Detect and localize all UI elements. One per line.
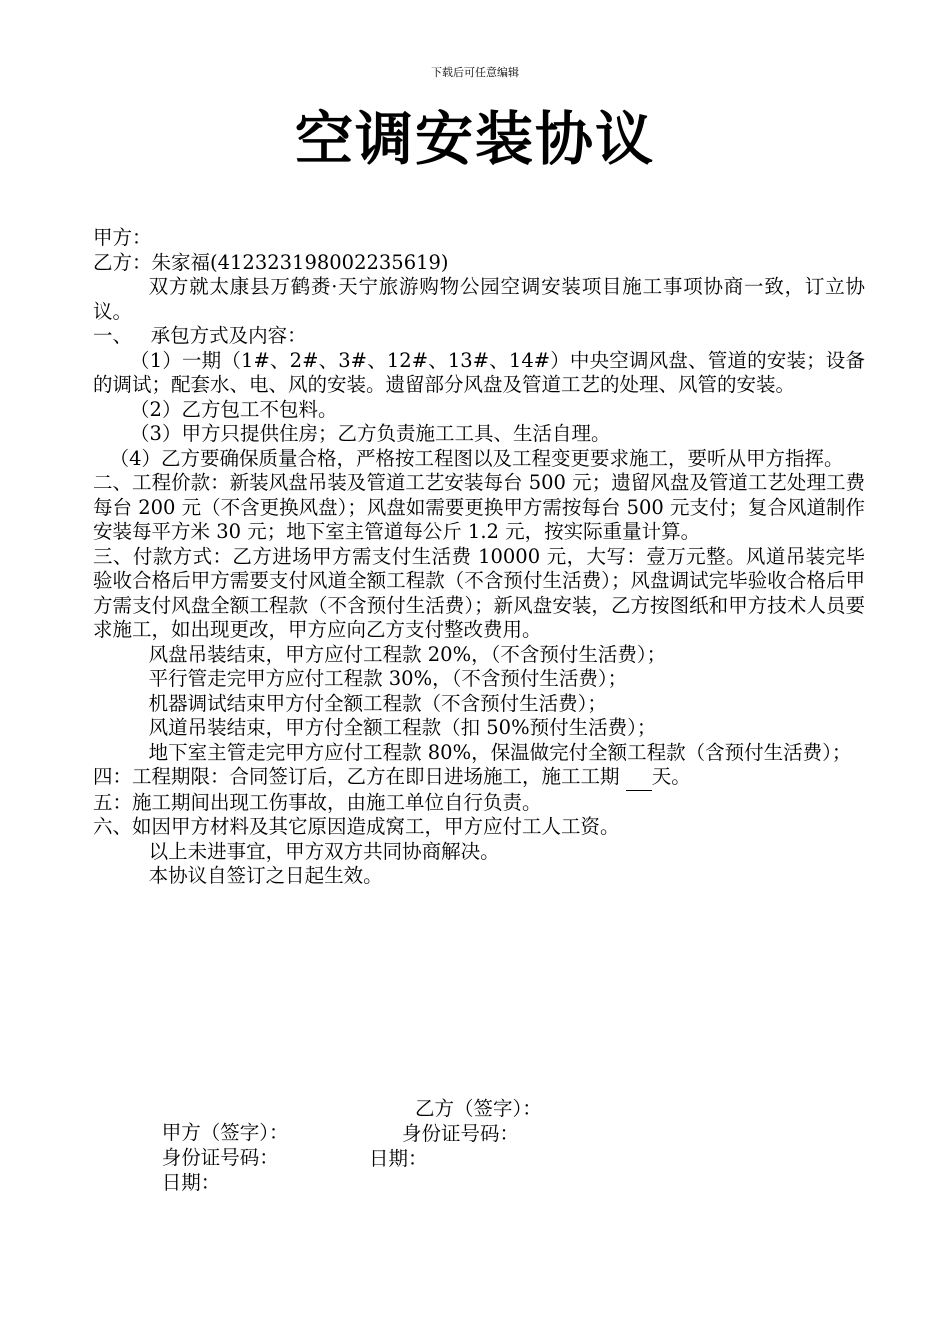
- party-a-signature-label: 甲方（签字）：: [161, 1121, 289, 1144]
- party-b-line: 乙方：朱家福(412323198002235619): [93, 250, 449, 274]
- intro-paragraph: 双方就太康县万鹤赉·天宁旅游购物公园空调安装项目施工事项协商一致，订立协议。: [93, 275, 865, 323]
- payment-item3: 机器调试结束甲方付全额工程款（不含预付生活费）；: [148, 691, 607, 715]
- party-a-date-label: 日期：: [161, 1171, 221, 1194]
- agreement-body: [93, 226, 865, 889]
- closing-line1: 以上未进事宜，甲方双方共同协商解决。: [148, 839, 500, 863]
- section4-text-post: 天。: [651, 765, 691, 788]
- section1-item2: （2）乙方包工不包料。: [130, 397, 338, 421]
- section2-paragraph: 二、工程价款：新装风盘吊装及管道工艺安装每台 500 元；遗留风盘及管道工艺处理工费每台 200 元（不含更换风盘）；风盘如需要更换甲方需按每台 500 元支付；复合风道制作安装每平方米 30 元；地下室主管道每公斤 1.2 元，按实际重量计算。: [93, 471, 865, 543]
- section1-item1: （1）一期（1#、2#、3#、12#、13#、14#）中央空调风盘、管道的安装；设备的调试；配套水、电、风的安装。遗留部分风盘及管道工艺的处理、风管的安装。: [93, 348, 865, 396]
- section3-paragraph: 三、付款方式：乙方进场甲方需支付生活费 10000 元，大写：壹万元整。风道吊装完毕验收合格后甲方需要支付风道全额工程款（不含预付生活费）；风盘调试完毕验收合格后甲方需支付风盘全额工程款（不含预付生活费）；新风盘安装，乙方按图纸和甲方技术人员要求施工，如出现更改，甲方应向乙方支付整改费用。: [93, 544, 865, 641]
- payment-item2: 平行管走完甲方应付工程款 30%，（不含预付生活费）；: [148, 667, 628, 690]
- party-b-id-label: 身份证号码：: [402, 1122, 520, 1145]
- document-title: 空调安装协议: [294, 105, 655, 173]
- section1-item3: （3）甲方只提供住房；乙方负责施工工具、生活自理。: [130, 422, 611, 445]
- closing-line2: 本协议自签订之日起生效。: [148, 864, 383, 887]
- header-note: 下载后可任意编辑: [431, 66, 519, 79]
- section1-item4: （4）乙方要确保质量合格，严格按工程图以及工程变更要求施工，要听从甲方指挥。: [109, 446, 844, 470]
- party-b-date-label: 日期：: [369, 1147, 428, 1170]
- payment-item5: 地下室主管走完甲方应付工程款 80%，保温做完付全额工程款（含预付生活费）；: [148, 740, 852, 764]
- section4-text-pre: 四：工程期限：合同签订后，乙方在即日进场施工，施工工期: [93, 765, 626, 788]
- payment-item1: 风盘吊装结束，甲方应付工程款 20%，（不含预付生活费）；: [148, 642, 667, 666]
- party-a-id-label: 身份证号码：: [161, 1146, 279, 1169]
- party-a-line: 甲方：: [93, 226, 152, 249]
- payment-item4: 风道吊装结束，甲方付全额工程款（扣 50%预付生活费）；: [148, 716, 657, 739]
- party-b-signature-label: 乙方（签字）：: [415, 1097, 542, 1120]
- section5-paragraph: 五：施工期间出现工伤事故，由施工单位自行负责。: [93, 790, 542, 814]
- section4-paragraph: [93, 765, 865, 791]
- construction-days-blank[interactable]: [626, 765, 652, 791]
- section6-paragraph: 六、如因甲方材料及其它原因造成窝工，甲方应付工人工资。: [93, 815, 620, 838]
- section1-heading: 一、 承包方式及内容：: [93, 324, 307, 347]
